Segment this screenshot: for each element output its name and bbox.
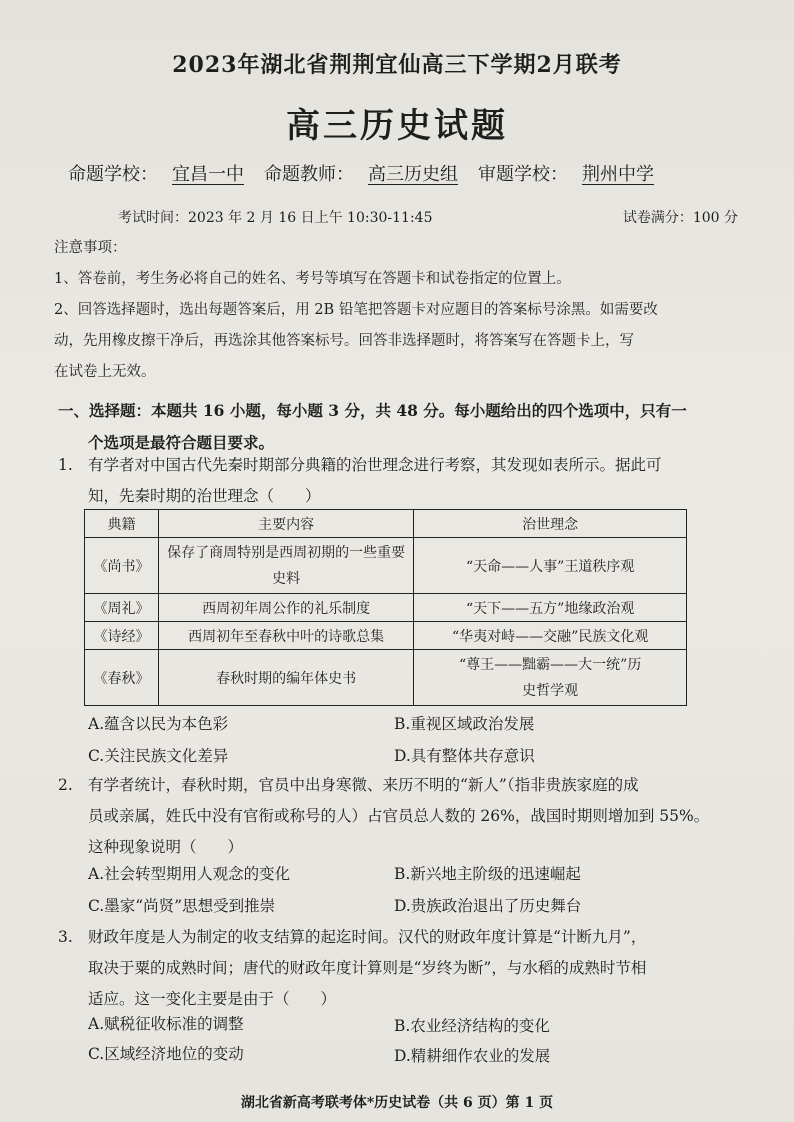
table-cell: 春秋时期的编年体史书 <box>158 650 413 706</box>
table-header: 典籍 <box>85 510 159 538</box>
question-text: 财政年度是人为制定的收支结算的起迄时间。汉代的财政年度计算是“计断九月”， <box>88 928 647 946</box>
review-value: 荆州中学 <box>582 164 654 185</box>
option-c[interactable]: C.区域经济地位的变动 <box>88 1045 244 1063</box>
table-header: 治世理念 <box>414 510 687 538</box>
table-row <box>85 650 687 706</box>
question-text: 这种现象说明（ ） <box>88 838 244 856</box>
question-2 <box>58 770 748 863</box>
option-b[interactable]: B.重视区域政治发展 <box>394 715 535 733</box>
table-cell: “华夷对峙——交融”民族文化观 <box>414 622 687 650</box>
option-b[interactable]: B.农业经济结构的变化 <box>394 1017 550 1035</box>
table-cell: 西周初年周公作的礼乐制度 <box>158 594 413 622</box>
table-cell: 保存了商周特别是西周初期的一些重要史料 <box>158 538 413 594</box>
notice-item-2c: 在试卷上无效。 <box>54 364 156 380</box>
question-text: 有学者统计，春秋时期，官员中出身寒微、来历不明的“新人”（指非贵族家庭的成 <box>88 776 639 794</box>
question-text: 有学者对中国古代先秦时期部分典籍的治世理念进行考察，其发现如表所示。据此可 <box>88 456 662 474</box>
notice-item-2b: 动，先用橡皮擦干净后，再选涂其他答案标号。回答非选择题时，将答案写在答题卡上，写 <box>54 333 634 349</box>
option-d[interactable]: D.贵族政治退出了历史舞台 <box>394 897 582 915</box>
notice-item-1: 1、答卷前，考生务必将自己的姓名、考号等填写在答题卡和试卷指定的位置上。 <box>54 271 571 287</box>
exam-header: 2023年湖北省荆荆宜仙高三下学期2月联考 <box>172 52 622 78</box>
table-cell: 《尚书》 <box>85 538 159 594</box>
table-q1 <box>84 509 687 706</box>
notice-heading: 注意事项： <box>54 240 127 256</box>
option-d[interactable]: D.精耕细作农业的发展 <box>394 1047 551 1065</box>
option-b[interactable]: B.新兴地主阶级的迅速崛起 <box>394 865 581 883</box>
option-a[interactable]: A.社会转型期用人观念的变化 <box>88 865 291 883</box>
question-text: 员或亲属，姓氏中没有官衔或称号的人）占官员总人数的 26%，战国时期则增加到 55%。 <box>88 807 710 825</box>
review-label: 审题学校： <box>478 164 568 185</box>
author-row <box>68 160 748 186</box>
question-text: 适应。这一变化主要是由于（ ） <box>88 990 337 1008</box>
table-row <box>85 594 687 622</box>
option-d[interactable]: D.具有整体共存意识 <box>394 747 535 765</box>
exam-time-row <box>118 207 738 227</box>
table-cell: 《周礼》 <box>85 594 159 622</box>
teacher-label: 命题教师： <box>264 164 354 185</box>
section-line-2: 个选项是最符合题目要求。 <box>88 433 275 452</box>
exam-time: 考试时间：2023 年 2 月 16 日上午 10:30-11:45 <box>118 210 433 226</box>
table-cell: 西周初年至春秋中叶的诗歌总集 <box>158 622 413 650</box>
school-value: 宜昌一中 <box>172 164 244 185</box>
section-line-1: 一、选择题：本题共 16 小题，每小题 3 分，共 48 分。每小题给出的四个选项中，只有一 <box>58 401 687 420</box>
question-text: 知，先秦时期的治世理念（ ） <box>88 487 321 505</box>
question-number: 2. <box>58 776 73 794</box>
page-footer: 湖北省新高考联考体*历史试卷（共 6 页）第 1 页 <box>240 1095 554 1111</box>
exam-title: 高三历史试题 <box>286 106 508 146</box>
table-cell: 《春秋》 <box>85 650 159 706</box>
school-label: 命题学校： <box>68 164 158 185</box>
table-header-row <box>85 510 687 538</box>
question-number: 1. <box>58 456 73 474</box>
question-3 <box>58 922 748 1015</box>
notice-item-2a: 2、回答选择题时，选出每题答案后，用 2B 铅笔把答题卡对应题目的答案标号涂黑。如需要改 <box>54 302 658 318</box>
option-a[interactable]: A.蕴含以民为本色彩 <box>88 715 229 733</box>
full-score: 试卷满分：100 分 <box>622 210 738 226</box>
table-cell: “尊王——黜霸——大一统”历史哲学观 <box>414 650 687 706</box>
table-cell: “天命——人事”王道秩序观 <box>414 538 687 594</box>
question-1 <box>58 450 748 512</box>
notice <box>54 233 744 388</box>
question-text: 取决于粟的成熟时间；唐代的财政年度计算则是“岁终为断”，与水稻的成熟时节相 <box>88 959 647 977</box>
table-header: 主要内容 <box>158 510 413 538</box>
option-c[interactable]: C.关注民族文化差异 <box>88 747 229 765</box>
teacher-value: 高三历史组 <box>368 164 458 185</box>
option-a[interactable]: A.赋税征收标准的调整 <box>88 1015 244 1033</box>
table-cell: “天下——五方”地缘政治观 <box>414 594 687 622</box>
table-row <box>85 622 687 650</box>
table-cell: 《诗经》 <box>85 622 159 650</box>
table-row <box>85 538 687 594</box>
option-c[interactable]: C.墨家“尚贤”思想受到推崇 <box>88 897 276 915</box>
question-number: 3. <box>58 928 73 946</box>
